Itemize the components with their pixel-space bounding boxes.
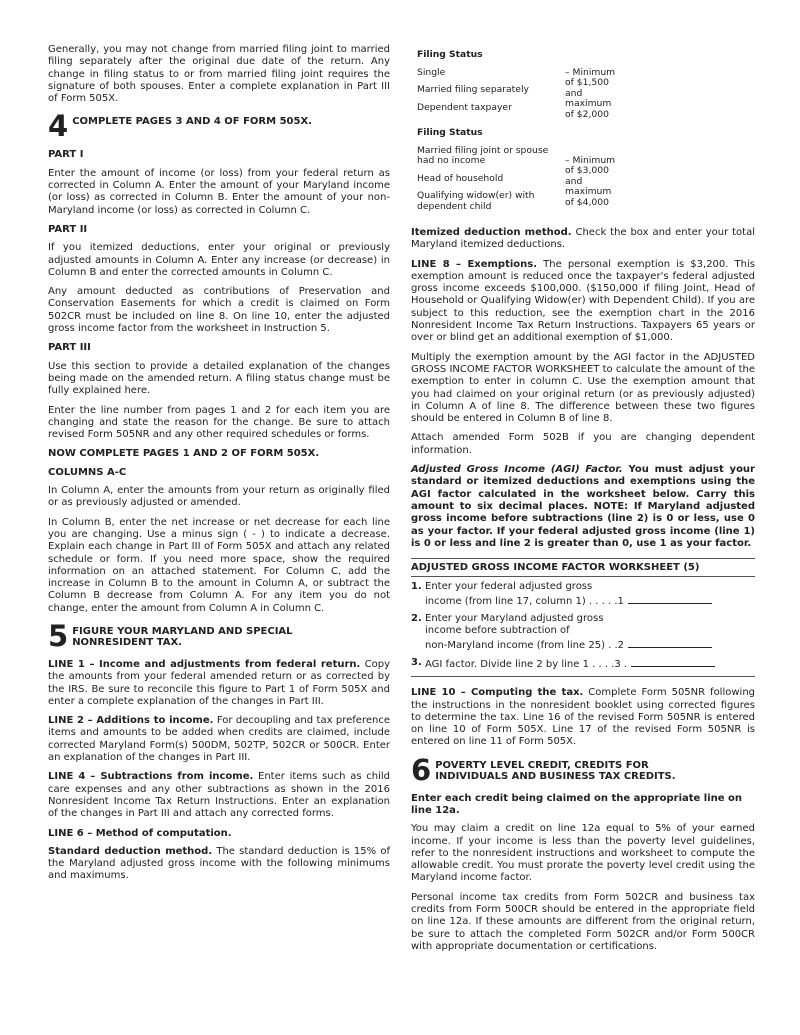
line-number: 2. xyxy=(411,613,422,625)
enter-credit-heading: Enter each credit being claimed on the appropriate line on line 12a. xyxy=(411,792,743,816)
agi-text: You must adjust your standard or itemized deductions and exemptions using the AGI factor calculated in the worksheet below. Carry this amount to six decimal places. NOTE: If Maryland adjusted gross income before subtractions (line 2) is 0 or less, use 0 as your factor. If your federal adjusted gross income (line 1) is 0 or less and line 2 is greater than 0, use 1 as your factor. xyxy=(411,464,755,549)
agi-lead: Adjusted Gross Income (AGI) Factor. xyxy=(411,464,623,476)
attach-paragraph: Attach amended Form 502B if you are changing dependent information. xyxy=(411,432,755,456)
range-line: – Minimum xyxy=(565,66,616,78)
line4-text: Enter items such as child care expenses and any other subtractions as shown in the 2016 Nonresident Income Tax Return Instructions. Enter an explanation of the changes in Part III and attach any corrected forms. xyxy=(48,771,390,820)
filing-status-item: Dependent taxpayer xyxy=(417,101,512,113)
range-line: and xyxy=(565,87,583,99)
part2-heading: PART II xyxy=(48,223,88,235)
filing-status-item: Head of household xyxy=(417,172,504,184)
agi-worksheet xyxy=(411,558,755,677)
line-number: 1. xyxy=(411,581,422,593)
section-4-heading xyxy=(48,109,390,144)
line2-text: For decoupling and tax preference items and amounts to be added when credits are claimed, include corrected Maryland Form(s) 500DM, 502TP, 502CR or 500CR. Enter an explanation of the changes in Part III. xyxy=(48,715,390,764)
section-title-2: INDIVIDUALS AND BUSINESS TAX CREDITS. xyxy=(435,770,676,782)
deduction-range xyxy=(565,68,635,121)
part2-text: If you itemized deductions, enter your original or previously adjusted amounts in Column A. Enter any increase (or decrease) in Column B and enter the corrected amounts in Column C. xyxy=(48,242,390,278)
section-title-1: FIGURE YOUR MARYLAND AND SPECIAL xyxy=(72,625,293,637)
line10-lead: LINE 10 – Computing the tax. xyxy=(411,687,584,699)
line8-paragraph xyxy=(411,259,755,345)
line2-lead: LINE 2 – Additions to income. xyxy=(48,715,214,727)
multiply-paragraph: Multiply the exemption amount by the AGI factor in the ADJUSTED GROSS INCOME FACTOR WORKSHEET to calculate the amount of the exemption to enter in column C. Use the exemption amount that you had claimed on your original return (or as previously adjusted) in Column A of line 8. The difference between these two figures should be entered in Column B of line 8. xyxy=(411,351,755,425)
standard-lead: Standard deduction method. xyxy=(48,845,213,857)
line-text: AGI factor. Divide line 2 by line 1 . . . .3 . xyxy=(425,658,628,670)
itemized-paragraph xyxy=(411,227,755,252)
entry-field-1[interactable] xyxy=(628,594,712,604)
now-complete-heading: NOW COMPLETE PAGES 1 AND 2 OF FORM 505X. xyxy=(48,448,320,460)
line8-text: The personal exemption is $3,200. This exemption amount is reduced once the taxpayer's federal adjusted gross income exceeds $100,000. ($150,000 if filing Joint, Head of Household or Qualifying Widow(er) with Dependent Child). If you are subject to this reduction, see the exemption chart in the 2016 Nonresident Income Tax Return Instructions. Taxpayers 65 years or over or blind get an additional exemption of $1,000. xyxy=(411,258,755,344)
line-text: Enter your federal adjusted gross xyxy=(425,581,593,593)
line-text: non-Maryland income (from line 25) . .2 xyxy=(425,639,625,651)
worksheet-title: ADJUSTED GROSS INCOME FACTOR WORKSHEET (5) xyxy=(411,559,755,577)
section-title: COMPLETE PAGES 3 AND 4 OF FORM 505X. xyxy=(72,116,312,128)
range-line: of $2,000 xyxy=(565,108,609,120)
filing-status-item: Qualifying widow(er) with dependent child xyxy=(417,190,535,212)
filing-status-item: Married filing joint or spouse had no income xyxy=(417,144,549,166)
line1-paragraph xyxy=(48,659,390,708)
columns-heading: COLUMNS A-C xyxy=(48,466,127,478)
part1-text: Enter the amount of income (or loss) from your federal return as corrected in Column A. Enter the amount of your Maryland income (or loss) as corrected in Column B. Enter the amount of your non-Maryland income (or loss) as corrected in Column C. xyxy=(48,167,390,216)
line4-paragraph xyxy=(48,771,390,820)
part3-text: Use this section to provide a detailed explanation of the changes being made on the amended return. A filing status change must be fully explained here. xyxy=(48,360,390,397)
line2-paragraph xyxy=(48,715,390,764)
range-line: of $3,000 xyxy=(565,165,609,176)
part2-text-2: Any amount deducted as contributions of Preservation and Conservation Easements for which a credit is claimed on Form 502CR must be included on line 8. On line 10, enter the adjusted gross income factor from the worksheet in Instruction 5. xyxy=(48,286,390,335)
filing-status-item: Single xyxy=(417,66,446,78)
line-text: income before subtraction of xyxy=(425,625,570,637)
line10-paragraph xyxy=(411,687,755,748)
range-line: of $1,500 xyxy=(565,77,609,88)
standard-text: The standard deduction is 15% of the Maryland adjusted gross income with the following minimums and maximums. xyxy=(48,845,390,882)
range-line: – Minimum xyxy=(565,154,616,166)
section-title-2: NONRESIDENT TAX. xyxy=(72,636,182,648)
range-line: and xyxy=(565,175,583,187)
section-number: 6 xyxy=(411,752,432,787)
columns-text-2: In Column B, enter the net increase or net decrease for each line you are changing. Use a minus sign ( - ) to indicate a decrease. Explain each change in Part III of Form 505X and attach any related schedule or form. If you need more space, show the required information on an attached statement. For Column C, add the increase in Column B to the amount in Column A, or subtract the Column B decrease from Column A. For any item you do not change, enter the amount from Column A in Column C. xyxy=(48,516,390,614)
personal-credits-paragraph: Personal income tax credits from Form 502CR and business tax credits from Form 500CR should be entered in the appropriate field on line 12a. If these amounts are different from the original return, be sure to attach the completed Form 502CR and/or Form 500CR with appropriate documentation or certifications. xyxy=(411,891,755,952)
right-column xyxy=(411,50,755,960)
filing-status-title: Filing Status xyxy=(417,49,483,60)
part3-text-2: Enter the line number from pages 1 and 2 for each item you are changing and state the reason for the change. Be sure to attach revised Form 505NR and any other required schedules or forms. xyxy=(48,404,390,441)
part3-heading: PART III xyxy=(48,342,91,354)
section-5-heading xyxy=(48,618,390,653)
range-line: maximum xyxy=(565,98,612,109)
section-number: 4 xyxy=(48,109,69,144)
itemized-lead: Itemized deduction method. xyxy=(411,227,572,238)
section-number: 5 xyxy=(48,618,69,653)
line-number: 3. xyxy=(411,656,422,668)
line-text: income (from line 17, column 1) . . . . .1 xyxy=(425,595,624,607)
worksheet-line-3 xyxy=(411,657,755,671)
filing-status-title: Filing Status xyxy=(417,127,483,138)
intro-paragraph: Generally, you may not change from married filing joint to married filing separately after the original due date of the return. Any change in filing status to or from married filing joint requires the signature of both spouses. Enter a complete explanation in Part III of Form 505X. xyxy=(48,44,390,105)
poverty-paragraph: You may claim a credit on line 12a equal to 5% of your earned income. If your income is less than the poverty level guidelines, refer to the nonresident instructions and worksheet to compute the allowable credit. You must prorate the poverty level credit using the Maryland income factor. xyxy=(411,823,755,884)
columns-text: In Column A, enter the amounts from your return as originally filed or as previously adjusted or amended. xyxy=(48,485,390,509)
line8-lead: LINE 8 – Exemptions. xyxy=(411,258,538,270)
left-column xyxy=(48,44,390,890)
deduction-range xyxy=(565,146,635,220)
line1-text: Copy the amounts from your federal amended return or as corrected by the IRS. Be sure to reconcile this figure to Part 1 of Form 505X and enter a complete explanation of the changes in Part III. xyxy=(48,658,390,707)
filing-status-table-1 xyxy=(411,50,755,219)
entry-field-3[interactable] xyxy=(631,657,715,667)
range-line: of $4,000 xyxy=(565,196,609,208)
part1-heading: PART I xyxy=(48,149,84,161)
agi-paragraph xyxy=(411,464,755,550)
line1-lead: LINE 1 – Income and adjustments from federal return. xyxy=(48,658,361,670)
itemized-text: Check the box and enter your total Maryland itemized deductions. xyxy=(411,227,755,251)
worksheet-line-1 xyxy=(411,581,755,608)
line4-lead: LINE 4 – Subtractions from income. xyxy=(48,771,254,783)
line10-text: Complete Form 505NR following the instructions in the nonresident booklet using corrected figures to determine the tax. Line 16 of the revised Form 505NR is entered on line 10 of Form 505X. Line 17 of the revised Form 505NR is entered on line 11 of Form 505X. xyxy=(411,687,756,748)
entry-field-2[interactable] xyxy=(628,638,712,648)
section-6-heading xyxy=(411,752,755,787)
range-line: maximum xyxy=(565,186,612,197)
line-text: Enter your Maryland adjusted gross xyxy=(425,613,604,625)
section-title-1: POVERTY LEVEL CREDIT, CREDITS FOR xyxy=(435,759,649,771)
worksheet-line-2 xyxy=(411,613,755,652)
standard-deduction-paragraph xyxy=(48,846,390,883)
line6-heading: LINE 6 – Method of computation. xyxy=(48,827,232,839)
filing-status-item: Married filing separately xyxy=(417,84,529,95)
